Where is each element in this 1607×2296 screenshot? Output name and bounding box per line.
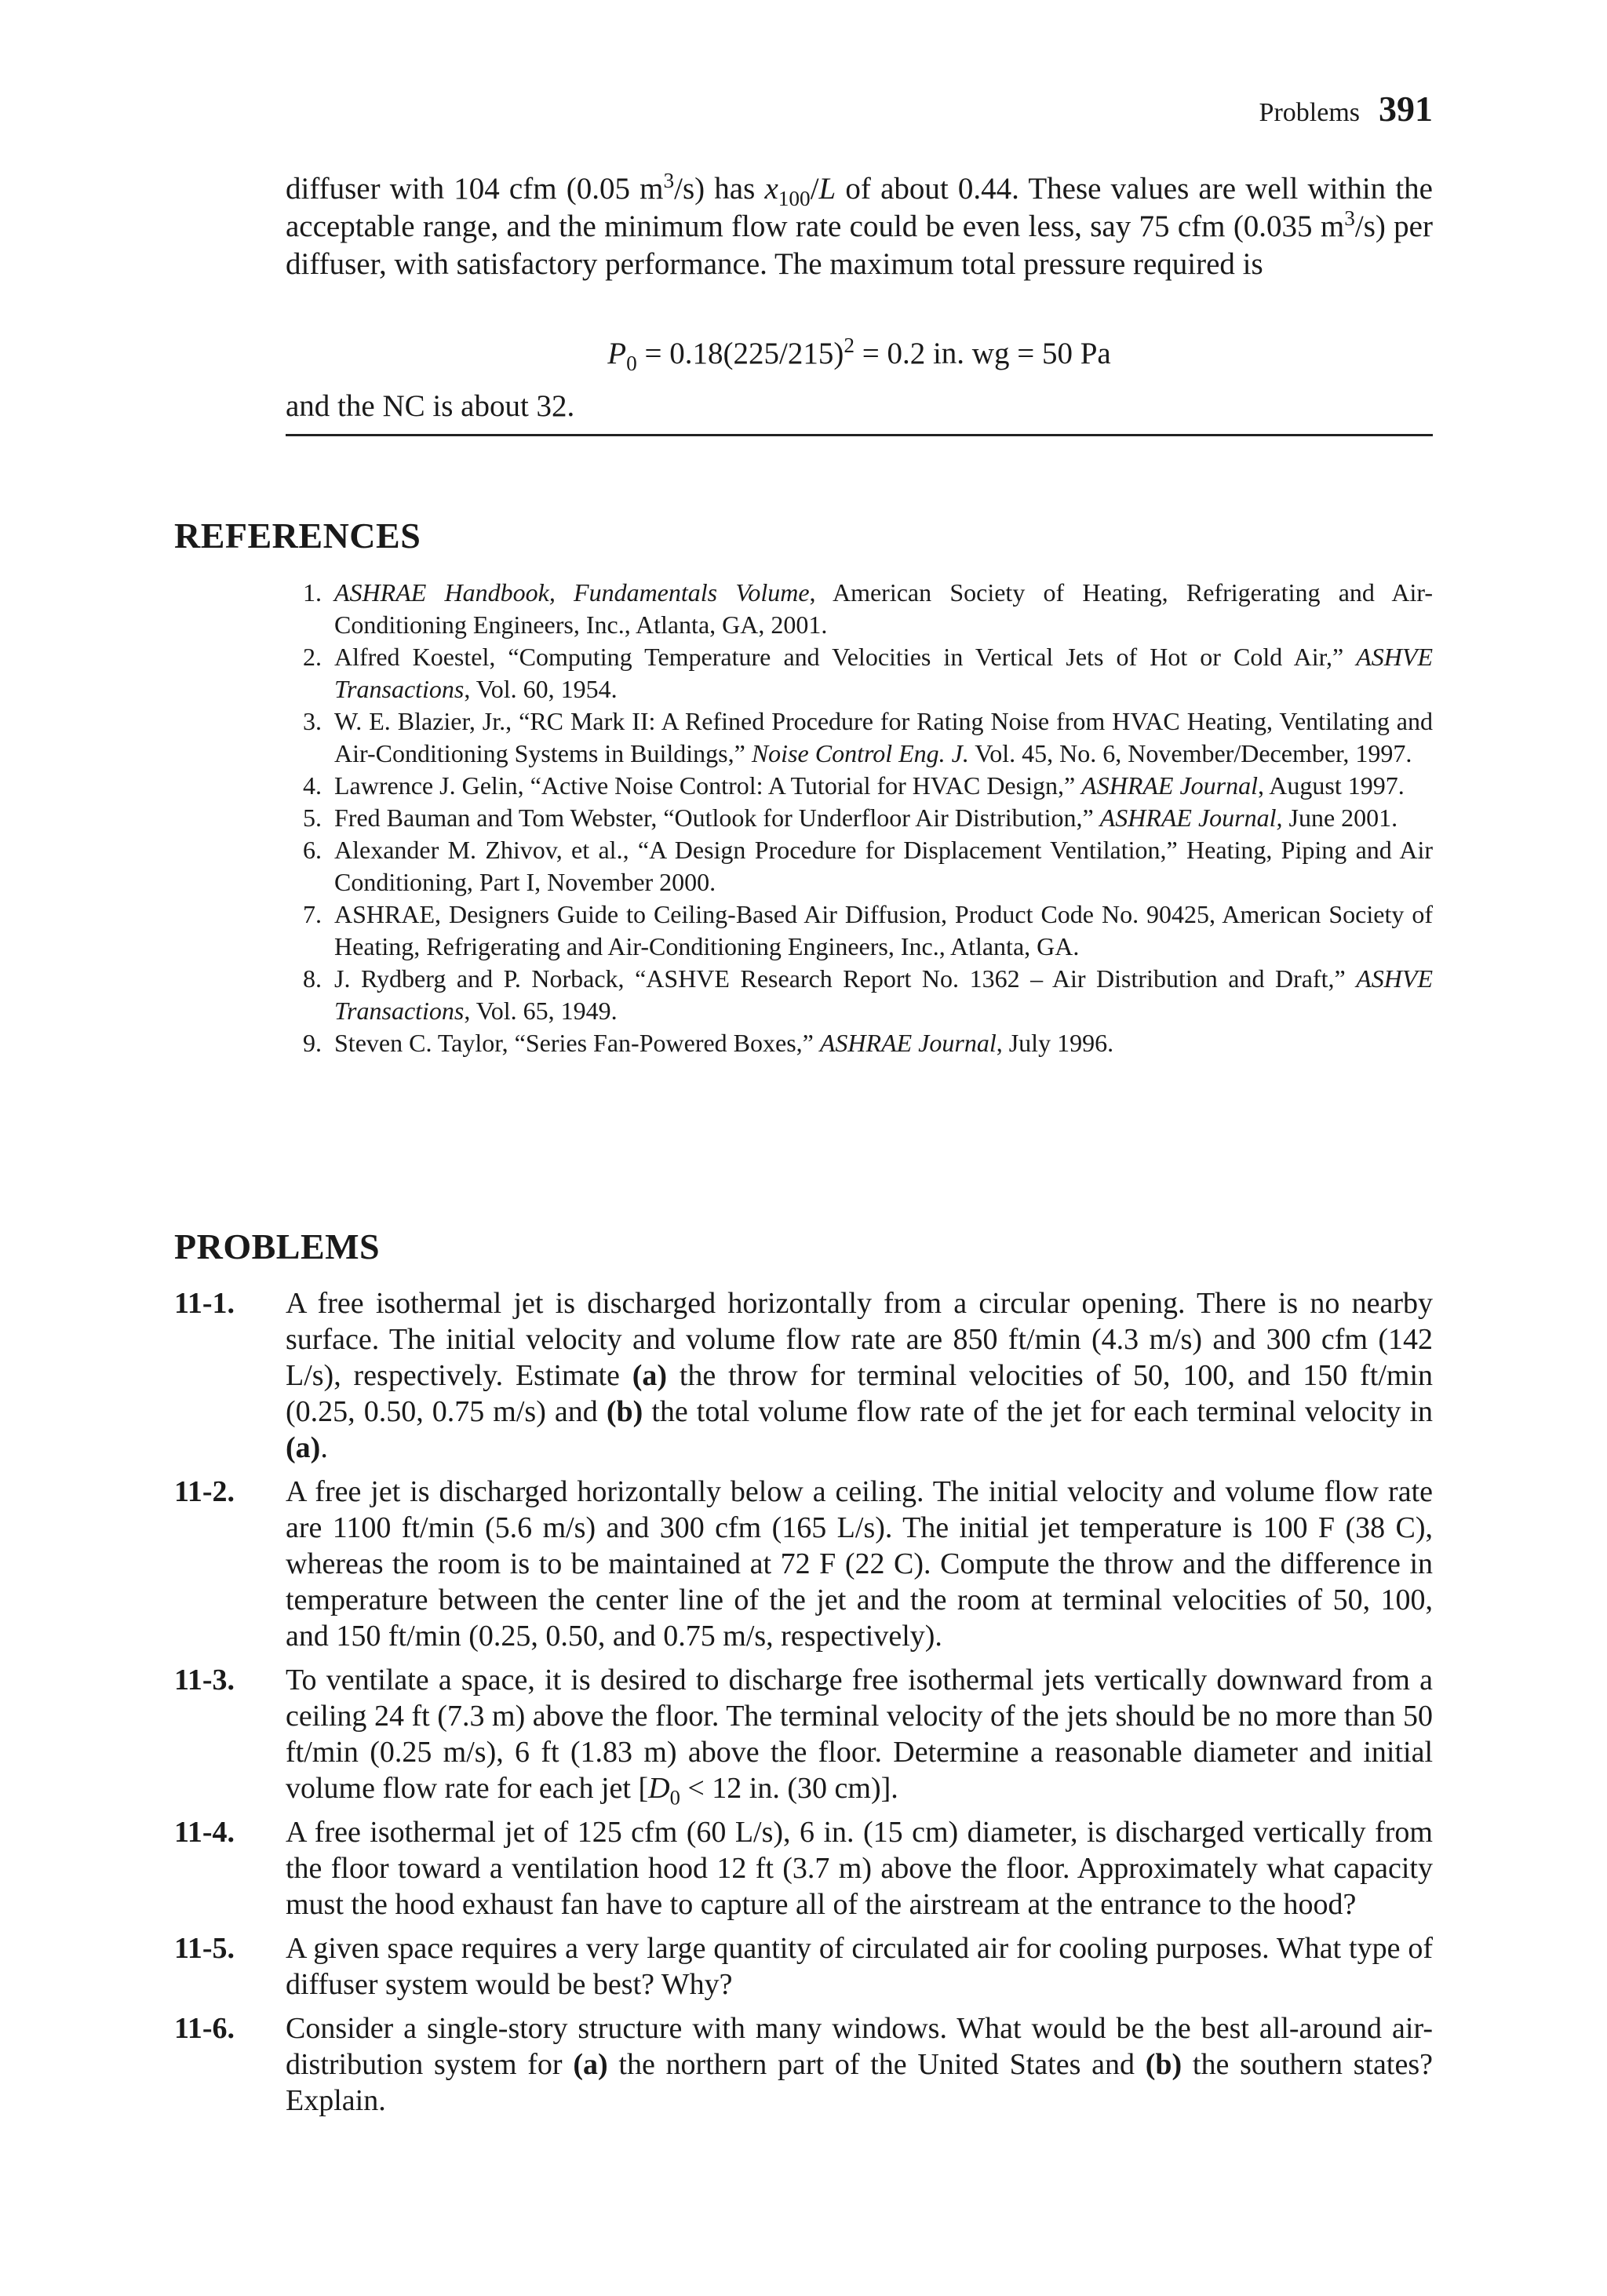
reference-item: 3. W. E. Blazier, Jr., “RC Mark II: A Refined Procedure for Rating Noise from HVAC Heating, Ventilating and Air-Conditioning Systems in Buildings,” Noise Control Eng. J. Vol. 45, No. 6, November/December, 1997. [303, 707, 1433, 767]
page-number: 391 [1379, 89, 1433, 129]
reference-item: 9. Steven C. Taylor, “Series Fan-Powered Boxes,” ASHRAE Journal, July 1996. [303, 1029, 1114, 1057]
problem-number: 11-5. [174, 1932, 235, 1965]
reference-item: 8. J. Rydberg and P. Norback, “ASHVE Research Report No. 1362 – Air Distribution and Draft,” ASHVE Transactions, Vol. 65, 1949. [303, 964, 1433, 1025]
problem-item: 11-4. A free isothermal jet of 125 cfm (60 L/s), 6 in. (15 cm) diameter, is discharged vertically from the floor toward a ventilation hood 12 ft (3.7 m) above the floor. Approximately what capacity must the hood exhaust fan have to capture all of the airstream at the entrance to the hood? [174, 1816, 1433, 1921]
problem-item: 11-5. A given space requires a very large quantity of circulated air for cooling purposes. What type of diffuser system would be best? Why? [174, 1932, 1433, 2001]
running-head [1259, 88, 1433, 129]
problem-item: 11-3. To ventilate a space, it is desired to discharge free isothermal jets vertically downward from a ceiling 24 ft (7.3 m) above the floor. The terminal velocity of the jets should be no more than 50 ft/min (0.25 m/s), 6 ft (1.83 m) above the floor. Determine a reasonable diameter and initial volume flow rate for each jet [$D_0 < 12$ in. (30 cm)]. [174, 1664, 1433, 1809]
references-list [290, 577, 1433, 1059]
problem-number: 11-3. [174, 1664, 235, 1696]
reference-item: 6. Alexander M. Zhivov, et al., “A Design Procedure for Displacement Ventilation,” Heating, Piping and Air Conditioning, Part I, November 2000. [303, 836, 1433, 896]
problem-number: 11-2. [174, 1475, 235, 1508]
problem-number: 11-6. [174, 2012, 235, 2045]
pressure-equation: $P_0 = 0.18(225/215)^2 = 0.2$ in. wg = 50 Pa [607, 333, 1111, 375]
reference-item: 7. ASHRAE, Designers Guide to Ceiling-Based Air Diffusion, Product Code No. 90425, American Society of Heating, Refrigerating and Air-Conditioning Engineers, Inc., Atlanta, GA. [303, 900, 1433, 960]
problem-number: 11-1. [174, 1287, 235, 1320]
nc-sentence: and the NC is about 32. [286, 389, 575, 423]
reference-item: 1. ASHRAE Handbook, Fundamentals Volume, American Society of Heating, Refrigerating and Air-Conditioning Engineers, Inc., Atlanta, GA, 2001. [303, 578, 1434, 639]
example-end-rule [286, 434, 1433, 436]
continuation-paragraph: diffuser with 104 cfm (0.05 $m^3/s$) has $x_{100}/L$ of about 0.44. These values are well within the acceptable range, and the minimum flow rate could be even less, say 75 cfm (0.035 $m^3/s$) per diffuser, with satisfactory performance. The maximum total pressure required is [286, 169, 1433, 281]
problem-item: 11-2. A free jet is discharged horizontally below a ceiling. The initial velocity and volume flow rate are 1100 ft/min (5.6 m/s) and 300 cfm (165 L/s). The initial jet temperature is 100 F (38 C), whereas the room is to be maintained at 72 F (22 C). Compute the throw and the difference in temperature between the center line of the jet and the room at terminal velocities of 50, 100, and 150 ft/min (0.25, 0.50, and 0.75 m/s, respectively). [174, 1475, 1433, 1653]
references-heading: REFERENCES [174, 516, 421, 556]
running-head-section: Problems [1259, 98, 1360, 127]
reference-item: 4. Lawrence J. Gelin, “Active Noise Control: A Tutorial for HVAC Design,” ASHRAE Journal, August 1997. [303, 771, 1405, 800]
reference-item: 2. Alfred Koestel, “Computing Temperature and Velocities in Vertical Jets of Hot or Cold Air,” ASHVE Transactions, Vol. 60, 1954. [303, 643, 1433, 703]
problem-number: 11-4. [174, 1816, 235, 1849]
problem-item: 11-6. Consider a single-story structure with many windows. What would be the best all-around air-distribution system for (a) the northern part of the United States and (b) the southern states? Explain. [174, 2012, 1433, 2117]
problems-heading: PROBLEMS [174, 1226, 381, 1266]
reference-item: 5. Fred Bauman and Tom Webster, “Outlook for Underfloor Air Distribution,” ASHRAE Journal, June 2001. [303, 804, 1398, 832]
problems-list [174, 1285, 1433, 2127]
problem-item: 11-1. A free isothermal jet is discharged horizontally from a circular opening. There is no nearby surface. The initial velocity and volume flow rate are 850 ft/min (4.3 m/s) and 300 cfm (142 L/s), respectively. Estimate (a) the throw for terminal velocities of 50, 100, and 150 ft/min (0.25, 0.50, 0.75 m/s) and (b) the total volume flow rate of the jet for each terminal velocity in (a). [174, 1287, 1434, 1464]
